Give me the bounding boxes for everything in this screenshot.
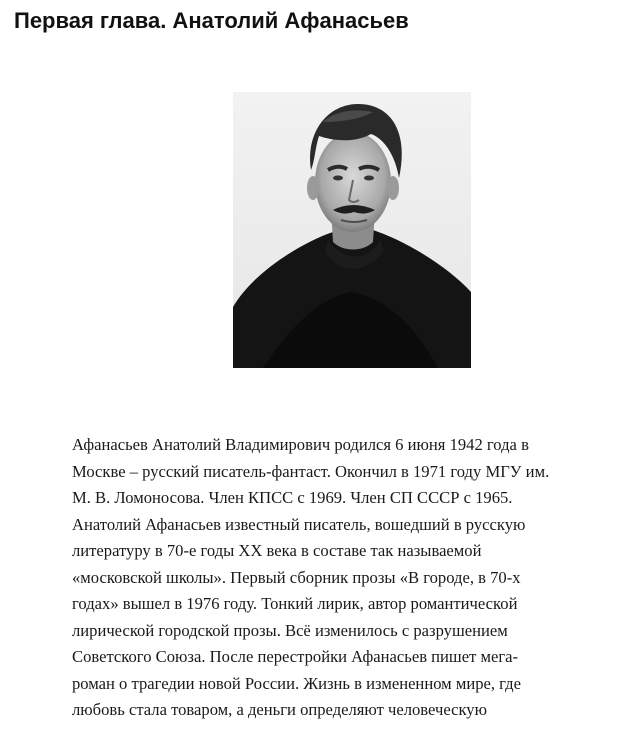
bio-line: любовь стала товаром, а деньги определяют человеческую	[72, 700, 487, 719]
page-title: Первая глава. Анатолий Афанасьев	[14, 8, 409, 33]
author-biography	[72, 432, 607, 724]
bio-line: Москве – русский писатель-фантаст. Окончил в 1971 году МГУ им.	[72, 461, 550, 481]
bio-line: роман о трагедии новой России. Жизнь в измененном мире, где	[72, 673, 521, 693]
portrait-photo-icon	[233, 92, 471, 368]
bio-line: лирической городской прозы. Всё изменилось с разрушением	[72, 620, 508, 640]
bio-line: Афанасьев Анатолий Владимирович родился 6 июня 1942 года в	[72, 435, 529, 454]
bio-line: Анатолий Афанасьев известный писатель, вошедший в русскую	[72, 514, 526, 534]
author-portrait	[233, 92, 471, 368]
bio-line: «московской школы». Первый сборник прозы «В городе, в 70-х	[72, 567, 521, 587]
bio-line: литературу в 70-е годы XX века в составе так называемой	[72, 541, 482, 560]
bio-line: М. В. Ломоносова. Член КПСС с 1969. Член СП СССР с 1965.	[72, 488, 513, 507]
bio-line: Советского Союза. После перестройки Афанасьев пишет мега-	[72, 647, 519, 666]
bio-line: годах» вышел в 1976 году. Тонкий лирик, автор романтической	[72, 594, 518, 613]
